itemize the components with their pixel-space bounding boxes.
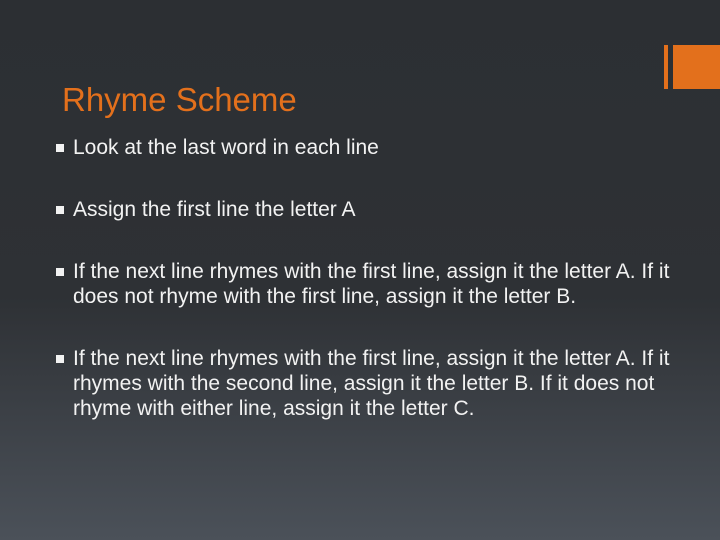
- bullet-item: [56, 135, 696, 160]
- bullet-item: [56, 259, 696, 309]
- bullet-text: Assign the first line the letter A: [73, 198, 356, 221]
- slide-title: Rhyme Scheme: [62, 81, 297, 118]
- bullet-item: [56, 197, 696, 222]
- bullet-text: Look at the last word in each line: [73, 136, 379, 159]
- accent-bar-thin: [664, 45, 668, 89]
- bullet-list: [56, 133, 696, 421]
- bullet-item: [56, 346, 696, 421]
- accent-bar-thick: [673, 45, 720, 89]
- bullet-text: If the next line rhymes with the first line, assign it the letter A. If it does not rhyme with the first line, assign it the letter B.: [73, 260, 670, 308]
- square-bullet-icon: [56, 144, 64, 152]
- square-bullet-icon: [56, 206, 64, 214]
- square-bullet-icon: [56, 355, 64, 363]
- bullet-text: If the next line rhymes with the first line, assign it the letter A. If it rhymes with the second line, assign it the letter B. If it does not rhyme with either line, assign it the letter C.: [73, 347, 670, 420]
- square-bullet-icon: [56, 268, 64, 276]
